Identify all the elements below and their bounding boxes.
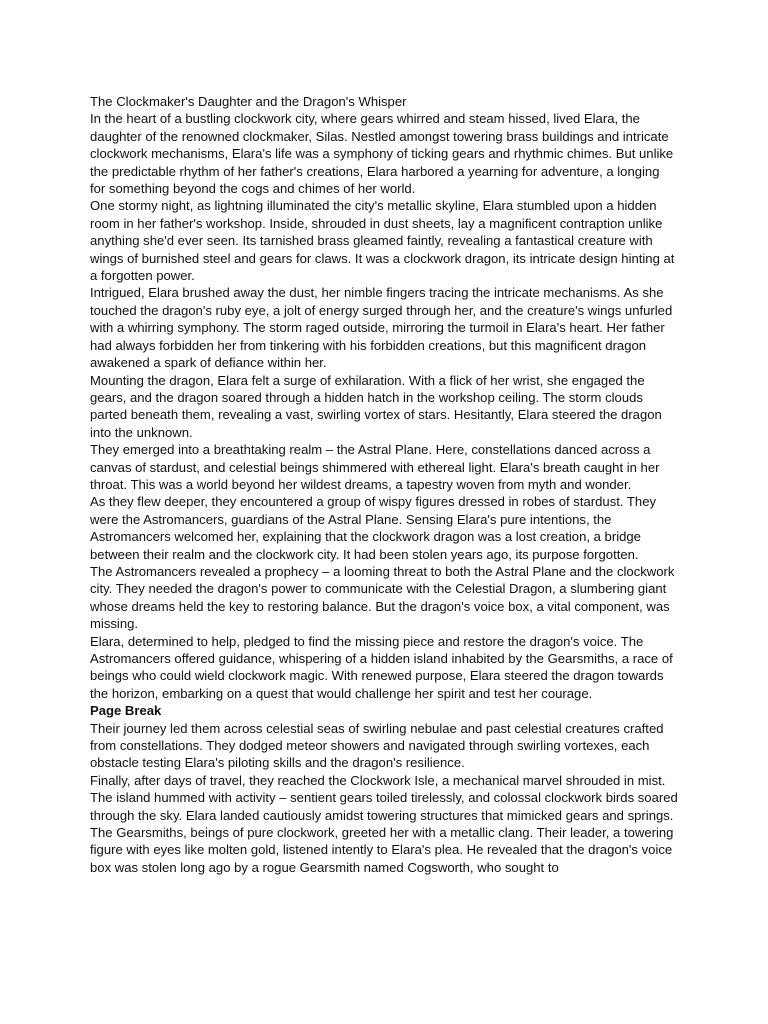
paragraph-5: They emerged into a breathtaking realm – the Astral Plane. Here, constellations danced across a canvas of stardust, and celestial beings shimmered with ethereal light. Elara's breath caught in her throat. This was a world beyond her wildest dreams, a tapestry woven from myth and wonder. (90, 442, 660, 492)
document-page (90, 93, 678, 876)
paragraph-3: Intrigued, Elara brushed away the dust, her nimble fingers tracing the intricate mechanisms. As she touched the dragon's ruby eye, a jolt of energy surged through her, and the creature's wings unfurled with a whirring symphony. The storm raged outside, mirroring the turmoil in Elara's heart. Her father had always forbidden her from tinkering with his forbidden creations, but this magnificent dragon awakened a spark of defiance within her. (90, 285, 673, 371)
paragraph-10: Finally, after days of travel, they reached the Clockwork Isle, a mechanical marvel shrouded in mist. The island hummed with activity – sentient gears toiled tirelessly, and colossal clockwork birds soared through the sky. Elara landed cautiously amidst towering structures that mimicked gears and springs. (90, 772, 678, 823)
paragraph-7: The Astromancers revealed a prophecy – a looming threat to both the Astral Plane and the clockwork city. They needed the dragon's power to communicate with the Celestial Dragon, a slumbering giant whose dreams held the key to restoring balance. But the dragon's voice box, a vital component, was missing. (90, 563, 675, 632)
paragraph-4: Mounting the dragon, Elara felt a surge of exhilaration. With a flick of her wrist, she engaged the gears, and the dragon soared through a hidden hatch in the workshop ceiling. The storm clouds parted beneath them, revealing a vast, swirling vortex of stars. Hesitantly, Elara steered the dragon into the unknown. (90, 372, 662, 440)
paragraph-9: Their journey led them across celestial seas of swirling nebulae and past celestial creatures crafted from constellations. They dodged meteor showers and navigated through swirling vortexes, each obstacle testing Elara's piloting skills and the dragon's resilience. (90, 720, 664, 771)
page-break-label: Page Break (90, 703, 162, 719)
paragraph-8: Elara, determined to help, pledged to find the missing piece and restore the dragon's voice. The Astromancers offered guidance, whispering of a hidden island inhabited by the Gearsmiths, a race of beings who could wield clockwork magic. With renewed purpose, Elara steered the dragon towards the horizon, embarking on a quest that would challenge her spirit and test her courage. (90, 633, 673, 701)
paragraph-1: In the heart of a bustling clockwork city, where gears whirred and steam hissed, lived Elara, the daughter of the renowned clockmaker, Silas. Nestled amongst towering brass buildings and intricate clockwork mechanisms, Elara's life was a symphony of ticking gears and rhythmic chimes. But unlike the predictable rhythm of her father's creations, Elara harbored a yearning for adventure, a longing for something beyond the cogs and chimes of her world. (90, 111, 674, 197)
document-title: The Clockmaker's Daughter and the Dragon's Whisper (90, 94, 407, 109)
paragraph-11: The Gearsmiths, beings of pure clockwork, greeted her with a metallic clang. Their leader, a towering figure with eyes like molten gold, listened intently to Elara's plea. He revealed that the dragon's voice box was stolen long ago by a rogue Gearsmith named Cogsworth, who sought to (90, 825, 674, 875)
paragraph-2: One stormy night, as lightning illuminated the city's metallic skyline, Elara stumbled upon a hidden room in her father's workshop. Inside, shrouded in dust sheets, lay a magnificent contraption unlike anything she'd ever seen. Its tarnished brass gleamed faintly, revealing a fantastical creature with wings of burnished steel and gears for claws. It was a clockwork dragon, its intricate design hinting at a forgotten power. (90, 198, 675, 284)
paragraph-6: As they flew deeper, they encountered a group of wispy figures dressed in robes of stardust. They were the Astromancers, guardians of the Astral Plane. Sensing Elara's pure intentions, the Astromancers welcomed her, explaining that the clockwork dragon was a lost creation, a bridge between their realm and the clockwork city. It had been stolen years ago, its purpose forgotten. (90, 494, 657, 562)
